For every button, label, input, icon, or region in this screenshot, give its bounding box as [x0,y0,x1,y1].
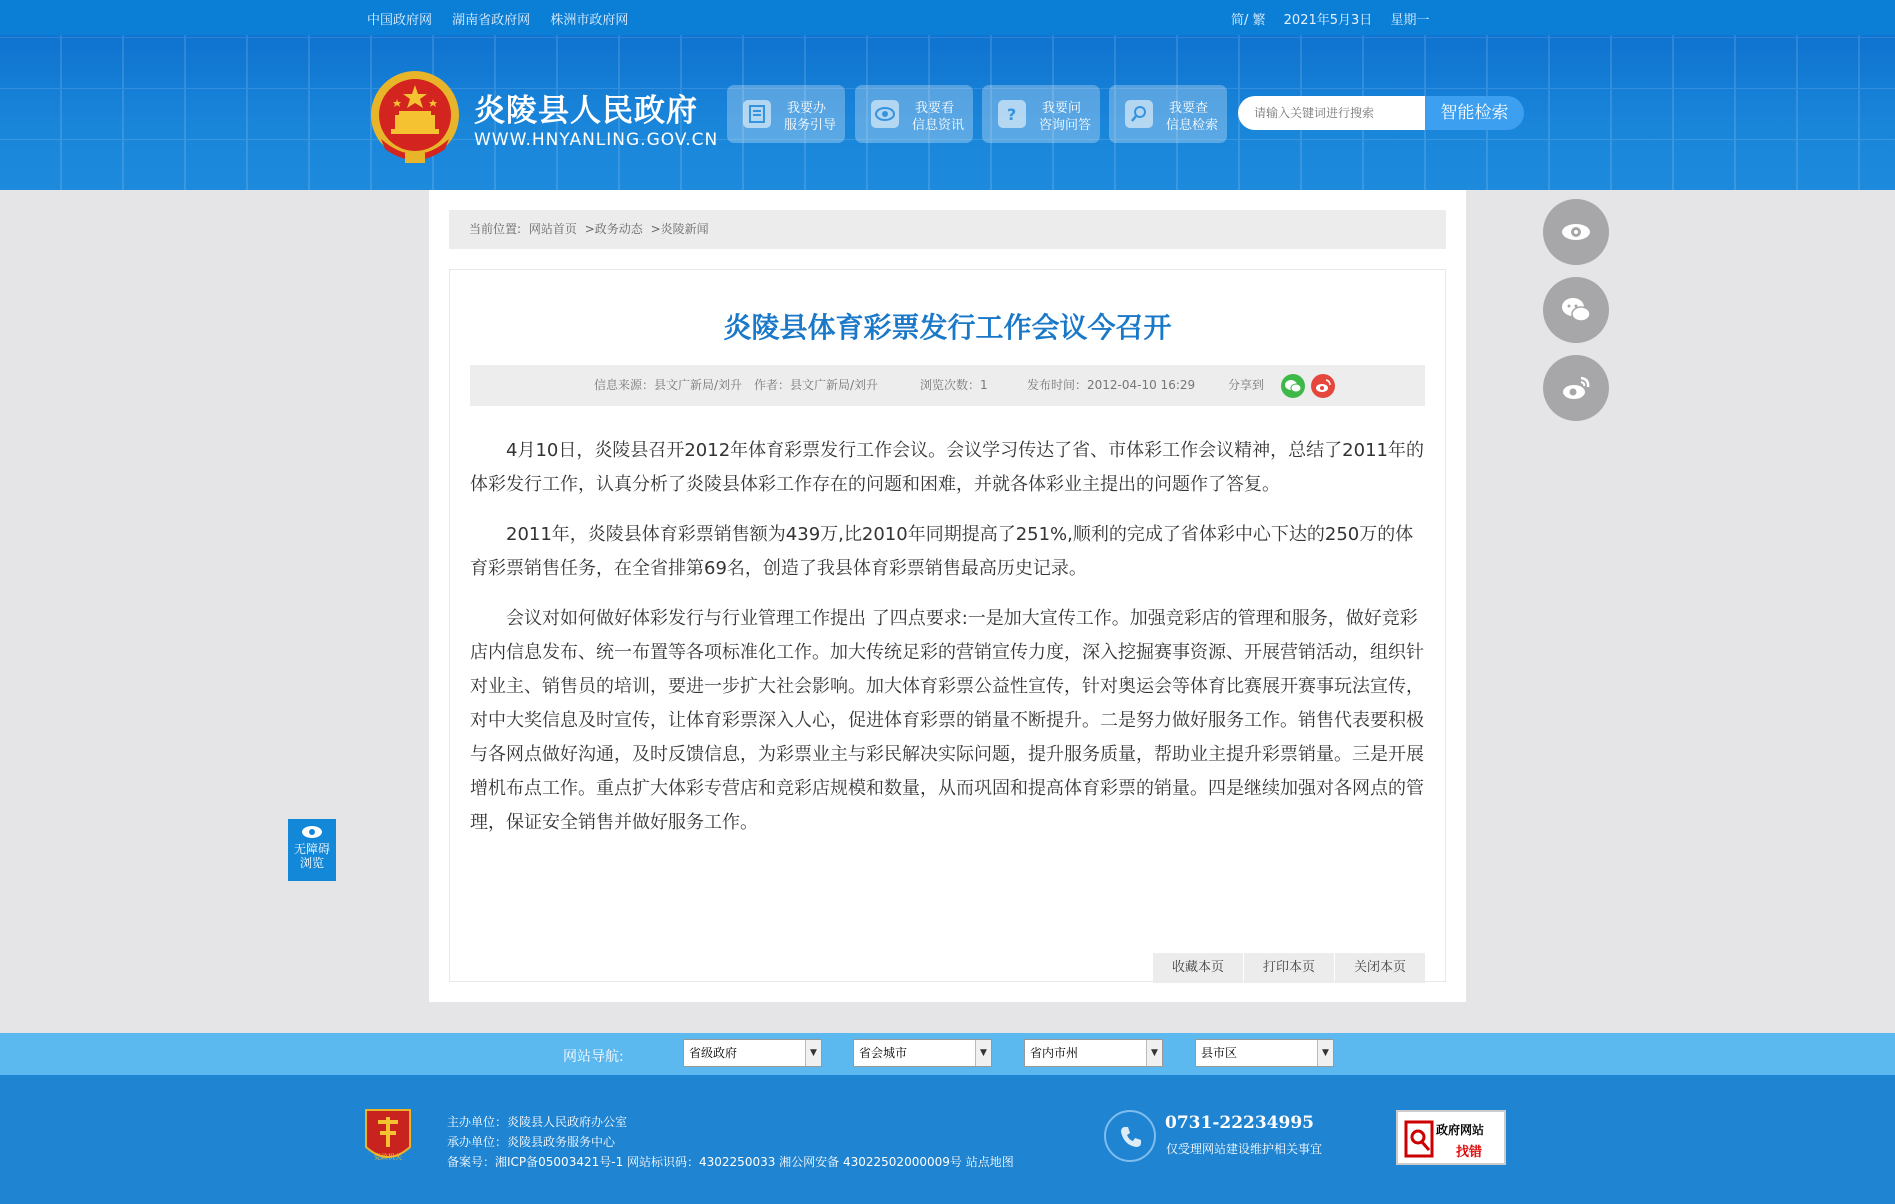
top-link-zhuzhou[interactable]: 株洲市政府网 [550,13,629,28]
button-line1: 我要办 [787,101,827,116]
language-switch[interactable]: 简/ 繁 [1231,13,1266,28]
meta-views: 浏览次数：1 [920,378,988,392]
magnifier-icon [1404,1120,1434,1158]
site-title: 炎陵县人民政府 [474,93,698,129]
button-line2: 信息资讯 [912,118,965,133]
float-weibo-button[interactable] [1543,355,1609,421]
current-date: 2021年5月3日 [1283,13,1373,28]
select-value: 县市区 [1201,1046,1238,1060]
findbug-line2: 找错 [1456,1145,1483,1160]
weibo-icon [1560,372,1592,404]
meta-source: 信息来源：县文广新局/刘升 [594,378,743,392]
button-line1: 我要问 [1042,101,1082,116]
float-wechat-button[interactable] [1543,277,1609,343]
top-right-info [1231,9,1443,28]
search-input[interactable] [1238,96,1425,130]
site-url: WWW.HNYANLING.GOV.CN [474,130,719,150]
search-icon [1125,100,1153,128]
eye-icon [1560,216,1592,248]
footer-host: 主办单位：炎陵县人民政府办公室 [447,1115,628,1129]
float-eye-button[interactable] [1543,199,1609,265]
contact-phone: 0731-22234995 [1165,1113,1314,1133]
svg-text:?: ? [1007,105,1017,124]
eye-icon [301,825,323,839]
wechat-share-icon[interactable] [1281,374,1305,398]
province-city-select[interactable] [1024,1039,1163,1067]
button-line1: 我要看 [915,101,955,116]
weibo-share-icon[interactable] [1311,374,1335,398]
gov-site-findbug-button[interactable] [1396,1110,1506,1165]
top-links [367,9,644,28]
footer-organizer: 承办单位：炎陵县政务服务中心 [447,1135,616,1149]
site-nav-label: 网站导航: [563,1049,624,1065]
select-value: 省级政府 [689,1046,738,1060]
current-weekday: 星期一 [1390,13,1430,28]
button-line2: 服务引导 [784,118,837,133]
phone-note: 仅受理网站建设维护相关事宜 [1166,1142,1323,1156]
capital-city-select[interactable] [853,1039,992,1067]
article-paragraph: 2011年，炎陵县体育彩票销售额为439万,比2010年同期提高了251%,顺利的完成了省体彩中心下达的250万的体育彩票销售任务，在全省排第69名，创造了我县体育彩票销售最高历史记录。 [470,524,1414,579]
article-title: 炎陵县体育彩票发行工作会议今召开 [723,311,1172,344]
info-view-button[interactable] [855,85,973,143]
eye-icon [871,100,899,128]
article-paragraph: 4月10日，炎陵县召开2012年体育彩票发行工作会议。会议学习传达了省、市体彩工作会议精神，总结了2011年的体彩发行工作，认真分析了炎陵县体彩工作存在的问题和困难，并就各体彩业主提出的问题作了答复。 [470,440,1424,495]
document-icon [743,100,771,128]
breadcrumb [449,210,1446,249]
breadcrumb-gov-news[interactable]: >政务动态 [584,222,643,236]
consult-button[interactable] [982,85,1100,143]
accessibility-browse-button[interactable] [288,819,336,881]
chevron-down-icon: ▼ [1146,1040,1162,1066]
close-page-button[interactable]: 关闭本页 [1335,953,1425,983]
article-body [470,434,1425,856]
national-emblem-icon [367,69,463,169]
province-gov-select[interactable] [683,1039,822,1067]
share-label: 分享到 [1228,378,1265,392]
button-line2: 咨询问答 [1039,118,1092,133]
button-line2: 信息检索 [1166,118,1219,133]
phone-icon [1104,1110,1156,1162]
question-icon [998,100,1026,128]
meta-published: 发布时间：2012-04-10 16:29 [1027,378,1196,392]
print-page-button[interactable]: 打印本页 [1244,953,1334,983]
chevron-down-icon: ▼ [975,1040,991,1066]
findbug-line1: 政府网站 [1436,1123,1485,1137]
service-guide-button[interactable] [727,85,845,143]
footer-info [447,1112,1014,1172]
select-value: 省内市州 [1030,1046,1079,1060]
footer-record[interactable]: 备案号：湘ICP备05003421号-1 网站标识码：4302250033 湘公网安备 43022502000009号 站点地图 [447,1155,1014,1169]
breadcrumb-label: 当前位置: [469,222,522,236]
top-bar [0,0,1895,35]
top-link-hunan[interactable]: 湖南省政府网 [452,13,531,28]
breadcrumb-yanling-news[interactable]: >炎陵新闻 [650,222,709,236]
party-logo-text: 党政机关 [374,1153,402,1161]
county-district-select[interactable] [1195,1039,1334,1067]
bookmark-page-button[interactable]: 收藏本页 [1153,953,1243,983]
top-link-gov-cn[interactable]: 中国政府网 [367,13,433,28]
party-government-logo[interactable] [363,1107,413,1167]
accessibility-line1: 无障碍 [293,842,330,856]
info-search-button[interactable] [1109,85,1227,143]
wechat-icon [1560,294,1592,326]
chevron-down-icon: ▼ [1317,1040,1333,1066]
breadcrumb-home[interactable]: 网站首页 [528,222,577,236]
meta-author: 作者：县文广新局/刘升 [754,378,879,392]
smart-search-button[interactable]: 智能检索 [1425,96,1524,130]
chevron-down-icon: ▼ [805,1040,821,1066]
button-line1: 我要查 [1169,101,1209,116]
accessibility-line2: 浏览 [299,856,324,870]
article-paragraph: 会议对如何做好体彩发行与行业管理工作提出 了四点要求:一是加大宣传工作。加强竞彩店的管理和服务，做好竞彩店内信息发布、统一布置等各项标准化工作。加大传统足彩的营销宣传力度，深入挖掘赛事资源、开展营销活动，组织针对业主、销售员的培训，要进一步扩大社会影响。加大体育彩票公益性宣传，针对奥运会等体育比赛展开赛事玩法宣传，对中大奖信息及时宣传，让体育彩票深入人心，促进体育彩票的销量不断提升。二是努力做好服务工作。销售代表要积极与各网点做好沟通，及时反馈信息，为彩票业主与彩民解决实际问题，提升服务质量，帮助业主提升彩票销量。三是开展增机布点工作。重点扩大体彩专营店和竞彩店规模和数量，从而巩固和提高体育彩票的销量。四是继续加强对各网点的管理，保证安全销售并做好服务工作。 [470,608,1424,833]
select-value: 省会城市 [859,1046,908,1060]
